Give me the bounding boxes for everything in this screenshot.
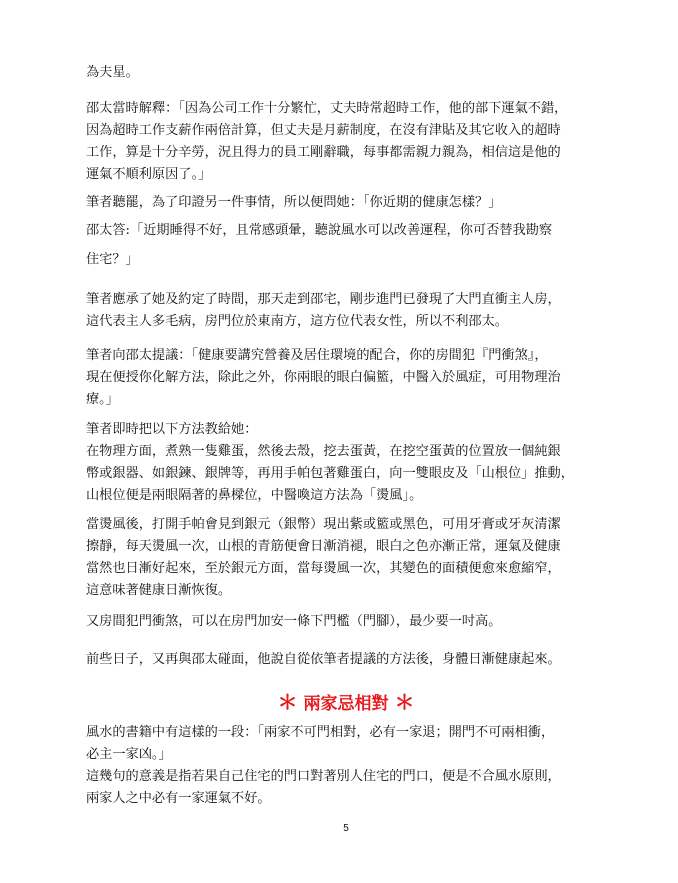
text-line: 筆者向邵太提議：「健康要講究營養及居住環境的配合，你的房間犯『門衝煞』， — [86, 348, 548, 363]
paragraph-method — [86, 419, 606, 507]
text-line: 當然也日漸好起來，至於銀元方面，當每燙風一次，其變色的面積便愈來愈縮窄， — [86, 561, 561, 576]
text-line: 因為超時工作支薪作兩倍計算，但丈夫是月薪制度，在沒有津貼及其它收入的超時 — [86, 123, 561, 138]
page-number: 5 — [343, 823, 349, 834]
text-line: 住宅？」 — [86, 252, 139, 267]
text-line: 這代表主人多毛病，房門位於東南方，這方位代表女性，所以不利邵太。 — [86, 314, 508, 329]
asterisk-icon: ＊ — [394, 690, 415, 714]
text-line: 筆者聽罷，為了印證另一件事情，所以便問她：「你近期的健康怎樣？」 — [86, 195, 502, 210]
text-line: 當燙風後，打開手帕會見到銀元（銀幣）現出紫或籃或黑色，可用牙膏或牙灰清潔 — [86, 517, 561, 532]
paragraph-residence — [86, 249, 606, 271]
section-heading — [86, 690, 606, 716]
paragraph-feng-shui-books — [86, 722, 606, 810]
paragraph-suggestion — [86, 345, 606, 411]
heading-title: 兩家忌相對 — [303, 694, 389, 714]
text-line: 筆者即時把以下方法教給她： — [86, 422, 258, 437]
text-line: 這意味著健康日漸恢復。 — [86, 583, 232, 598]
text-line: 在物理方面，煮熟一隻雞蛋，然後去殼，挖去蛋黃，在挖空蛋黃的位置放一個純銀 — [86, 444, 561, 459]
text-line: 風水的書籍中有這樣的一段：「兩家不可門相對，必有一家退；開門不可兩相衝， — [86, 725, 555, 740]
text-line: 擦靜，每天燙風一次，山根的青筋便會日漸消褪，眼白之色亦漸正常，運氣及健康 — [86, 539, 561, 554]
paragraph-author-question — [86, 192, 606, 214]
text-line: 山根位便是兩眼隔著的鼻樑位，中醫喚這方法為「燙風」。 — [86, 488, 423, 503]
text-line: 現在便授你化解方法，除此之外，你兩眼的眼白偏籃，中醫入於風症，可用物理治 — [86, 370, 561, 385]
paragraph-mrs-shao-explanation — [86, 98, 606, 186]
text-line: 又房間犯門衝煞，可以在房門加安一條下門檻（門腳），最少要一吋高。 — [86, 614, 502, 629]
paragraph-after-treatment — [86, 514, 606, 602]
paragraph-recent-meeting — [86, 649, 606, 671]
paragraph-mrs-shao-answer — [86, 220, 606, 242]
text-line: 療。」 — [86, 392, 119, 407]
text-line: 兩家人之中必有一家運氣不好。 — [86, 791, 271, 806]
text-line: 這幾句的意義是指若果自己住宅的門口對著別人住宅的門口，便是不合風水原則， — [86, 769, 561, 784]
text-line: 必主一家凶。」 — [86, 747, 172, 762]
asterisk-icon: ＊ — [277, 690, 298, 714]
text-line: 前些日子，又再與邵太碰面，他說自從依筆者提議的方法後，身體日漸健康起來。 — [86, 652, 561, 667]
text-line: 幣或銀器、如銀鍊、銀牌等，再用手帕包著雞蛋白，向一雙眼皮及「山根位」推動， — [86, 466, 574, 481]
text-line: 邵太答:「近期睡得不好，且常感頭暈，聽說風水可以改善運程，你可否替我勘察 — [86, 223, 553, 238]
text-line: 運氣不順利原因了。」 — [86, 167, 212, 182]
paragraph-visit — [86, 289, 606, 333]
text-line: 邵太當時解釋：「因為公司工作十分繁忙，丈夫時常超時工作，他的部下運氣不錯， — [86, 101, 568, 116]
text-line: 筆者應承了她及約定了時間，那天走到邵宅，剛步進門已發現了大門直衝主人房， — [86, 292, 561, 307]
paragraph-husband-star — [86, 62, 606, 84]
paragraph-door-threshold — [86, 611, 606, 633]
text-line: 工作，算是十分辛勞，況且得力的員工剛辭職，每事都需親力親為，相信這是他的 — [86, 145, 561, 160]
text-line: 為夫星。 — [86, 65, 139, 80]
